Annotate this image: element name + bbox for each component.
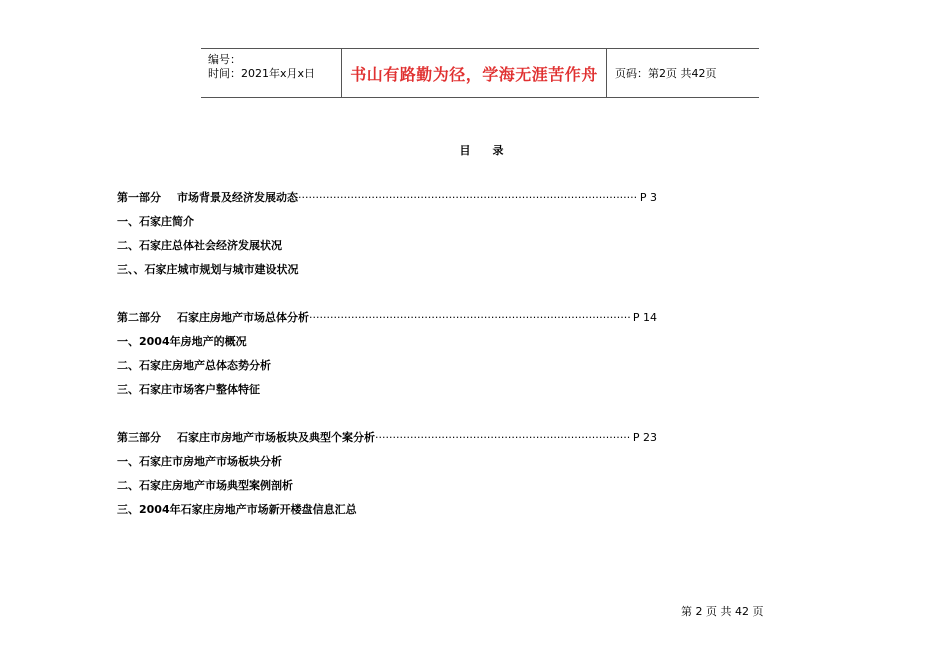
toc-part-number: 第二部分 xyxy=(117,311,161,324)
toc-leader-dots xyxy=(309,311,631,324)
header-time-label: 时间：2021年x月x日 xyxy=(208,67,316,80)
table-of-contents xyxy=(117,191,657,527)
toc-item[interactable]: 二、石家庄总体社会经济发展状况 xyxy=(117,239,282,252)
toc-item[interactable]: 三、石家庄市场客户整体特征 xyxy=(117,383,260,396)
toc-part-2[interactable] xyxy=(117,311,657,335)
toc-part-3[interactable] xyxy=(117,431,657,455)
toc-part-title: 石家庄市房地产市场板块及典型个案分析 xyxy=(177,431,375,444)
toc-part-1[interactable] xyxy=(117,191,657,215)
header-meta xyxy=(201,49,342,97)
toc-part-number: 第一部分 xyxy=(117,191,161,204)
toc-item[interactable]: 一、石家庄简介 xyxy=(117,215,194,228)
toc-part-title: 市场背景及经济发展动态 xyxy=(177,191,298,204)
toc-part-number: 第三部分 xyxy=(117,431,161,444)
toc-page-number: P 3 xyxy=(639,191,657,204)
document-header xyxy=(201,48,759,98)
header-page-info: 页码：第2页 共42页 xyxy=(615,67,717,80)
toc-page-number: P 14 xyxy=(632,311,657,324)
toc-title: 目录 xyxy=(459,144,526,157)
toc-item[interactable]: 三、2004年石家庄房地产市场新开楼盘信息汇总 xyxy=(117,503,357,516)
toc-leader-dots xyxy=(298,191,638,204)
toc-item[interactable]: 一、石家庄市房地产市场板块分析 xyxy=(117,455,282,468)
header-number-label: 编号： xyxy=(208,53,241,66)
toc-item[interactable]: 二、石家庄房地产市场典型案例剖析 xyxy=(117,479,293,492)
toc-page-number: P 23 xyxy=(632,431,657,444)
toc-item[interactable]: 二、石家庄房地产总体态势分析 xyxy=(117,359,271,372)
header-motto: 书山有路勤为径，学海无涯苦作舟 xyxy=(342,49,607,97)
toc-part-title: 石家庄房地产市场总体分析 xyxy=(177,311,309,324)
toc-leader-dots xyxy=(375,431,631,444)
page-footer: 第 2 页 共 42 页 xyxy=(681,605,764,618)
toc-item[interactable]: 三、、石家庄城市规划与城市建设状况 xyxy=(117,263,299,276)
toc-item[interactable]: 一、2004年房地产的概况 xyxy=(117,335,247,348)
